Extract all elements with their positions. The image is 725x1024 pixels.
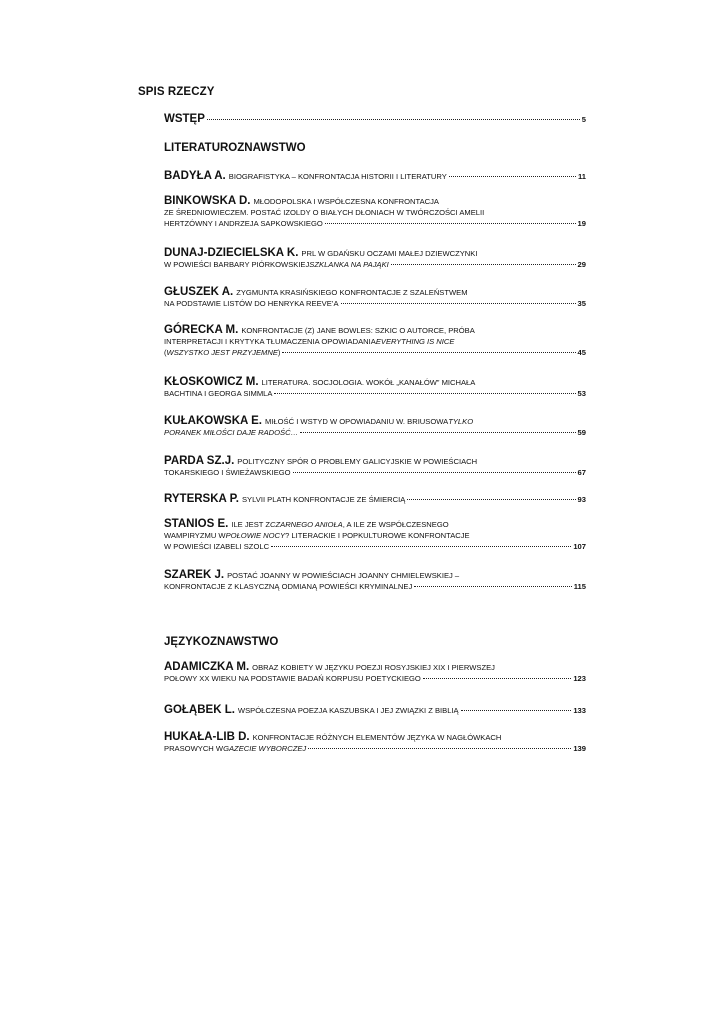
- entry-text: TOKARSKIEGO I ŚWIEŻAWSKIEGO: [164, 468, 291, 477]
- toc-heading: SPIS RZECZY: [138, 86, 215, 98]
- entry-author: BINKOWSKA D.: [164, 195, 251, 207]
- entry-title-italic: TYLKO: [448, 417, 474, 426]
- entry-line: [164, 530, 586, 541]
- entry-line: [164, 325, 586, 336]
- dot-leader: [274, 393, 575, 394]
- entry-line: [164, 743, 586, 754]
- toc-entry: [164, 662, 586, 684]
- entry-text: PRL W GDAŃSKU OCZAMI MAŁEJ DZIEWCZYNKI: [301, 249, 478, 258]
- entry-text: ): [277, 348, 281, 357]
- entry-line: [164, 171, 586, 182]
- entry-text: ? LITERACKIE I POPKULTUROWE KONFRONTACJE: [285, 531, 470, 540]
- dot-leader: [414, 586, 571, 587]
- entry-line: [164, 570, 586, 581]
- entry-text: ZE ŚREDNIOWIECZEM. POSTAĆ IZOLDY O BIAŁYCH DŁONIACH W TWÓRCZOŚCI AMELII: [164, 208, 485, 217]
- entry-page-number: 29: [577, 260, 586, 269]
- toc-entry: [164, 287, 586, 309]
- entry-line: [164, 467, 586, 478]
- entry-title-italic: GAZECIE WYBORCZEJ: [223, 744, 307, 753]
- dot-leader: [293, 472, 576, 473]
- entry-author: ADAMICZKA M.: [164, 661, 250, 673]
- entry-page-number: 19: [577, 219, 586, 228]
- entry-page-number: 93: [577, 495, 586, 504]
- section-heading: LITERATUROZNAWSTWO: [164, 142, 306, 154]
- entry-text: HERTZÓWNY I ANDRZEJA SAPKOWSKIEGO: [164, 219, 323, 228]
- dot-leader: [282, 352, 575, 353]
- dot-leader: [391, 264, 576, 265]
- entry-line: [164, 196, 586, 207]
- entry-line: [164, 519, 586, 530]
- dot-leader: [461, 710, 572, 711]
- toc-entry: [164, 456, 586, 478]
- dot-leader: [271, 546, 571, 547]
- toc-entry: [164, 171, 586, 182]
- entry-text: ZYGMUNTA KRASIŃSKIEGO KONFRONTACJE Z SZALEŃSTWEM: [236, 288, 468, 297]
- entry-author: PARDA SZ.J.: [164, 455, 235, 467]
- entry-text: MŁODOPOLSKA I WSPÓŁCZESNA KONFRONTACJA: [253, 197, 439, 206]
- toc-entry: [164, 494, 586, 505]
- toc-entry: [164, 519, 586, 552]
- entry-line: [164, 494, 586, 505]
- entry-line: [164, 541, 586, 552]
- entry-title-italic: WSZYSTKO JEST PRZYJEMNE: [166, 348, 278, 357]
- entry-text: POŁOWY XX WIEKU NA PODSTAWIE BADAŃ KORPUSU POETYCKIEGO: [164, 674, 421, 683]
- intro-label: WSTĘP: [164, 113, 205, 125]
- entry-text: W POWIEŚCI BARBARY PIÓRKOWSKIEJ: [164, 260, 310, 269]
- entry-page-number: 59: [577, 428, 586, 437]
- toc-entry: [164, 325, 586, 358]
- entry-page-number: 35: [577, 299, 586, 308]
- entry-text: NA PODSTAWIE LISTÓW DO HENRYKA REEVE’A: [164, 299, 339, 308]
- entry-author: KUŁAKOWSKA E.: [164, 415, 262, 427]
- entry-author: DUNAJ-DZIECIELSKA K.: [164, 247, 299, 259]
- dot-leader: [407, 499, 575, 500]
- dot-leader: [449, 176, 576, 177]
- dot-leader: [325, 223, 576, 224]
- entry-author: RYTERSKA P.: [164, 493, 239, 505]
- dot-leader: [308, 748, 571, 749]
- entry-line: [164, 388, 586, 399]
- entry-line: [164, 416, 586, 427]
- entry-page-number: 45: [577, 348, 586, 357]
- entry-author: STANIOS E.: [164, 518, 229, 530]
- entry-author: GÓRECKA M.: [164, 324, 239, 336]
- entry-line: [164, 427, 586, 438]
- entry-line: [164, 298, 586, 309]
- entry-author: HUKAŁA-LIB D.: [164, 731, 250, 743]
- dot-leader: [341, 303, 576, 304]
- entry-line: [164, 581, 586, 592]
- entry-author: BADYŁA A.: [164, 170, 226, 182]
- entry-author: GOŁĄBEK L.: [164, 704, 235, 716]
- entry-title-italic: POŁOWIE NOCY: [225, 531, 286, 540]
- entry-author: KŁOSKOWICZ M.: [164, 376, 259, 388]
- entry-text: POLITYCZNY SPÓR O PROBLEMY GALICYJSKIE W POWIEŚCIACH: [237, 457, 478, 466]
- entry-text: (: [164, 348, 167, 357]
- entry-line: [164, 248, 586, 259]
- entry-line: [164, 207, 586, 218]
- entry-text: KONFRONTACJE RÓŻNYCH ELEMENTÓW JĘZYKA W NAGŁÓWKACH: [252, 733, 502, 742]
- toc-entry: [164, 570, 586, 592]
- dot-leader: [207, 119, 580, 120]
- toc-entry: [164, 248, 586, 270]
- entry-text: KONFRONTACJE (Z) JANE BOWLES: SZKIC O AUTORCE, PRÓBA: [241, 326, 475, 335]
- toc-entry: [164, 416, 586, 438]
- entry-author: SZAREK J.: [164, 569, 225, 581]
- entry-text: LITERATURA. SOCJOLOGIA. WOKÓŁ „KANAŁÓW” MICHAŁA: [261, 378, 476, 387]
- entry-line: [164, 347, 586, 358]
- entry-text: BACHTINA I GEORGA SIMMLA: [164, 389, 273, 398]
- entry-page-number: 53: [577, 389, 586, 398]
- entry-text: PRASOWYCH W: [164, 744, 224, 753]
- entry-page-number: 123: [573, 674, 586, 683]
- entry-page-number: 133: [573, 706, 586, 715]
- toc-entry: [164, 377, 586, 399]
- entry-page-number: 67: [577, 468, 586, 477]
- entry-text: WSPÓŁCZESNA POEZJA KASZUBSKA I JEJ ZWIĄZKI Z BIBLIĄ: [237, 706, 459, 715]
- entry-line: [164, 287, 586, 298]
- toc-entry: [164, 732, 586, 754]
- entry-title-italic: CZARNEGO ANIOŁA: [270, 520, 343, 529]
- entry-text: KONFRONTACJE Z KLASYCZNĄ ODMIANĄ POWIEŚCI KRYMINALNEJ: [164, 582, 413, 591]
- entry-text: WAMPIRYZMU W: [164, 531, 226, 540]
- entry-title-italic: PORANEK MIŁOŚCI DAJE RADOŚĆ…: [164, 428, 299, 437]
- entry-title-italic: EVERYTHING IS NICE: [375, 337, 455, 346]
- entry-line: [164, 456, 586, 467]
- entry-title-italic: SZKLANKA NA PAJĄKI: [309, 260, 389, 269]
- entry-text: INTERPRETACJI I KRYTYKA TŁUMACZENIA OPOWIADANIA: [164, 337, 376, 346]
- dot-leader: [423, 678, 571, 679]
- entry-page-number: 11: [577, 172, 586, 181]
- entry-author: GŁUSZEK A.: [164, 286, 234, 298]
- entry-text: BIOGRAFISTYKA – KONFRONTACJA HISTORII I LITERATURY: [228, 172, 447, 181]
- entry-line: [164, 218, 586, 229]
- intro-entry: [164, 113, 586, 125]
- intro-page-number: 5: [581, 115, 586, 124]
- section-heading: JĘZYKOZNAWSTWO: [164, 636, 279, 648]
- entry-line: [164, 377, 586, 388]
- entry-page-number: 107: [573, 542, 586, 551]
- entry-line: [164, 705, 586, 716]
- entry-text: , A ILE ZE WSPÓŁCZESNEGO: [342, 520, 449, 529]
- entry-line: [164, 732, 586, 743]
- entry-line: [164, 259, 586, 270]
- toc-entry: [164, 705, 586, 716]
- entry-text: OBRAZ KOBIETY W JĘZYKU POEZJI ROSYJSKIEJ XIX I PIERWSZEJ: [252, 663, 495, 672]
- dot-leader: [300, 432, 575, 433]
- entry-text: POSTAĆ JOANNY W POWIEŚCIACH JOANNY CHMIELEWSKIEJ –: [227, 571, 460, 580]
- entry-line: [164, 336, 586, 347]
- entry-page-number: 139: [573, 744, 586, 753]
- entry-line: [164, 673, 586, 684]
- toc-entry: [164, 196, 586, 229]
- entry-text: MIŁOŚĆ I WSTYD W OPOWIADANIU W. BRIUSOWA: [264, 417, 449, 426]
- entry-text: SYLVII PLATH KONFRONTACJE ZE ŚMIERCIĄ: [241, 495, 406, 504]
- entry-page-number: 115: [573, 582, 586, 591]
- entry-line: [164, 662, 586, 673]
- entry-text: W POWIEŚCI IZABELI SZOLC: [164, 542, 270, 551]
- entry-text: ILE JEST Z: [231, 520, 271, 529]
